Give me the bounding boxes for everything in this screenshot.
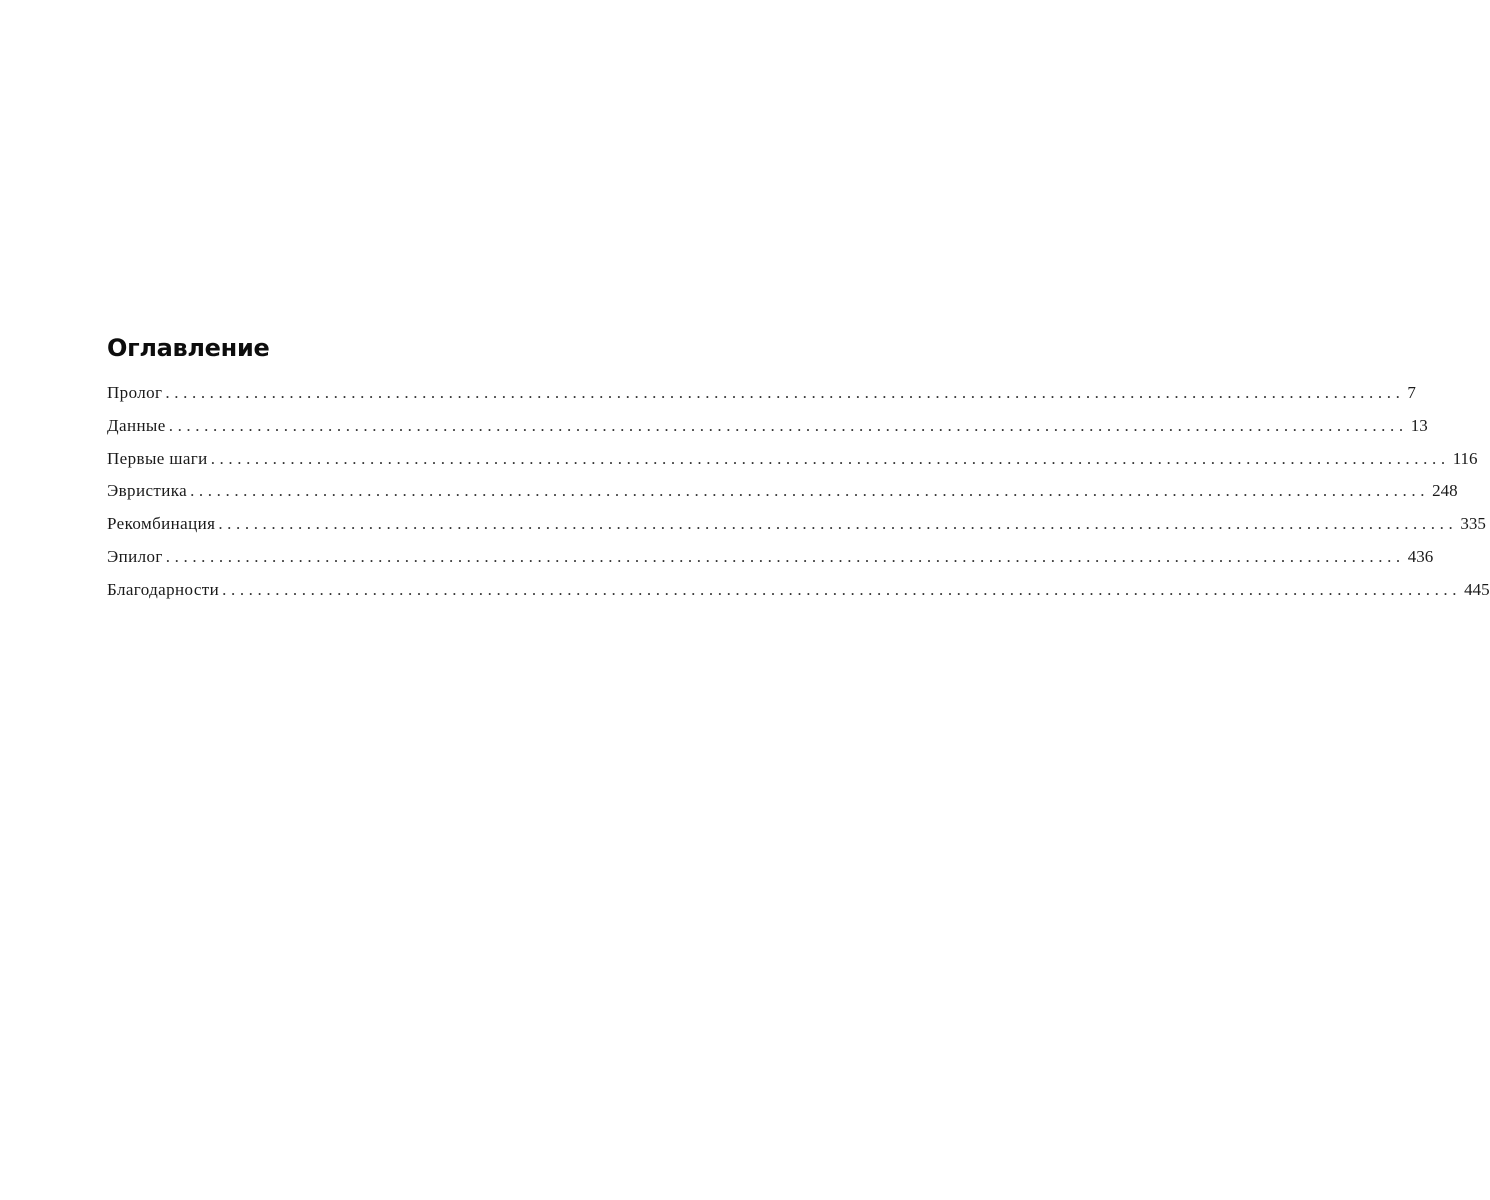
- toc-entry-page: 436: [1407, 546, 1434, 566]
- toc-entry-label: Первые шаги: [107, 448, 208, 468]
- dot-leader: ............................................................................................................................................: [165, 383, 1405, 402]
- toc-entry-page: 116: [1452, 448, 1478, 468]
- toc-entry-page: 7: [1407, 383, 1416, 402]
- toc-entry-page: 248: [1432, 481, 1458, 501]
- toc-heading: Оглавление: [107, 334, 270, 362]
- toc-entry-page: 445: [1464, 579, 1490, 599]
- toc-entry-first-steps: [107, 448, 1478, 482]
- toc-entry-page: 13: [1410, 415, 1428, 435]
- toc-entry-label: Эпилог: [107, 546, 163, 566]
- toc-entry-epilogue: [107, 546, 1434, 580]
- toc-entry-heuristics: [107, 481, 1458, 514]
- toc-entry-recombination: [107, 514, 1486, 547]
- toc-entry-label: Эвристика: [107, 481, 188, 501]
- dot-leader: ............................................................................................................................................: [210, 448, 1450, 468]
- toc-entry-prologue: [107, 383, 1416, 416]
- toc-entry-label: Рекомбинация: [107, 514, 216, 534]
- toc-entry-label: Пролог: [107, 383, 163, 402]
- toc-entry-data: [107, 415, 1428, 449]
- toc-entry-page: 335: [1460, 514, 1486, 534]
- toc-entry-label: Данные: [107, 415, 166, 435]
- toc-entry-label: Благодарности: [107, 579, 220, 599]
- dot-leader: ............................................................................................................................................: [190, 481, 1430, 501]
- dot-leader: ............................................................................................................................................: [165, 546, 1405, 566]
- dot-leader: ............................................................................................................................................: [222, 579, 1462, 599]
- toc-list: [107, 383, 1490, 613]
- dot-leader: ............................................................................................................................................: [218, 514, 1458, 534]
- dot-leader: ............................................................................................................................................: [168, 415, 1408, 435]
- toc-entry-acknowledgements: [107, 579, 1490, 613]
